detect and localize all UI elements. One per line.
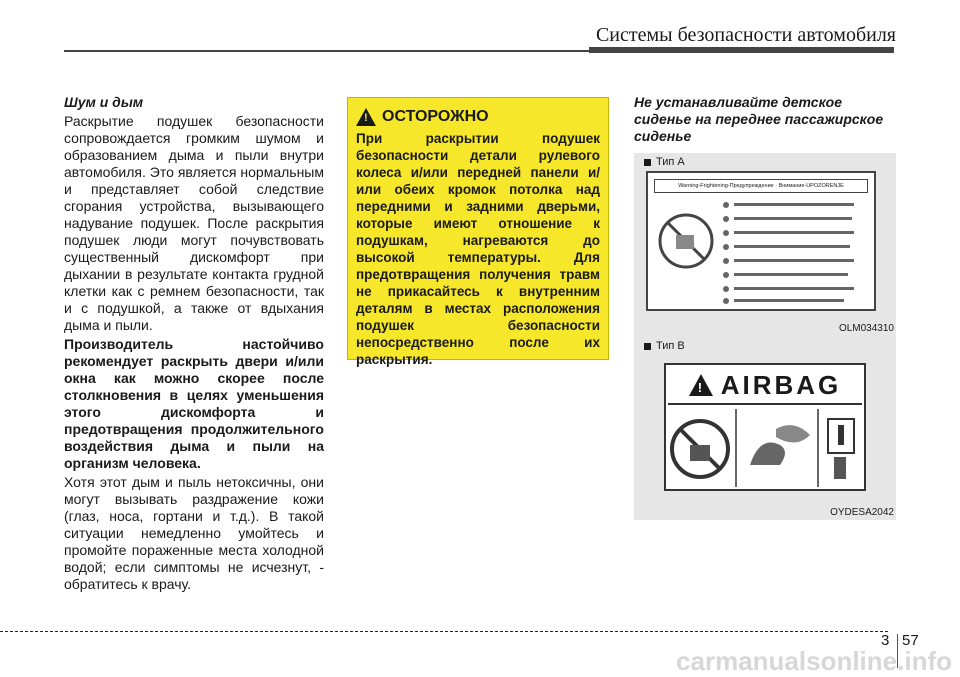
figure-code-b: OYDESA2042 — [830, 507, 894, 518]
type-a-text: Тип А — [656, 156, 685, 168]
bullet-square-icon — [644, 343, 651, 350]
left-column — [64, 94, 324, 595]
warning-triangle-icon: ! — [356, 108, 376, 126]
footer-rule — [0, 631, 888, 632]
warning-label-type-b — [664, 363, 866, 491]
header-rule-accent — [589, 47, 894, 53]
airbag-banner — [668, 367, 862, 405]
figure-code-a: OLM034310 — [838, 323, 894, 334]
child-seat-title: Не устанавливайте детское сиденье на переднее пассажирское сиденье — [634, 94, 884, 144]
header-title: Системы безопасности автомобиля — [595, 24, 896, 46]
right-column — [634, 94, 896, 145]
caution-heading-text: ОСТОРОЖНО — [382, 108, 489, 125]
chapter-number: 3 — [881, 632, 890, 649]
type-b-text: Тип B — [656, 340, 685, 352]
warning-triangle-icon: ! — [689, 374, 713, 396]
paragraph-3: Хотя этот дым и пыль нетоксичны, они могут вызывать раздражение кожи (глаз, носа, гортани и т.д.). В такой ситуации немедленно умойтесь и промойте пораженные места холодной водой; если симптомы не исчезнут, - обратитесь к врачу. — [64, 474, 324, 592]
airbag-text: AIRBAG — [720, 369, 842, 400]
paragraph-1: Раскрытие подушек безопасности сопровождается громким шумом и образованием дыма и пыли внутри автомобиля. Это является нормальным и представляет собой следствие сгорания устройства, вызывающего надувание подушек. После раскрытия подушек люди могут почувствовать существенный дискомфорт при дыхании в результате контакта грудной клетки как с ремнем безопасности, так и с подушкой, а также от вдыхания дыма и пыли. — [64, 113, 324, 333]
caution-text: При раскрытии подушек безопасности детали рулевого колеса и/или передней панели и/или обеих кромок потолка над передними и задними дверьми, которые имеют отношение к подушкам, нагреваются до высокой температуры. Для предотвращения получения травм не прикасайтесь к внутренним деталям в местах расположения подушек безопасности непосредственно после их раскрытия. — [356, 131, 600, 367]
warning-label-type-a — [646, 171, 876, 311]
bullet-square-icon — [644, 159, 651, 166]
caution-box — [347, 97, 609, 367]
label-a-graphic — [648, 173, 874, 309]
type-a-label — [644, 156, 685, 168]
airbag-label-figure — [634, 153, 896, 520]
watermark-text: carmanualsonline.info — [676, 646, 952, 676]
label-a-header: Warning-Frightening-Предупреждение · Внимание-UPOZORENJE — [654, 179, 868, 193]
section-title: Шум и дым — [64, 94, 144, 110]
label-b-graphic — [666, 405, 864, 491]
paragraph-2: Производитель настойчиво рекомендует раскрыть двери и/или окна как можно скорее после столкновения в целях уменьшения этого дискомфорта и предотвращения продолжительного воздействия дыма и пыли на организм человека. — [64, 336, 324, 471]
caution-heading — [356, 108, 600, 126]
page-number: 57 — [902, 632, 919, 649]
type-b-label — [644, 340, 685, 352]
